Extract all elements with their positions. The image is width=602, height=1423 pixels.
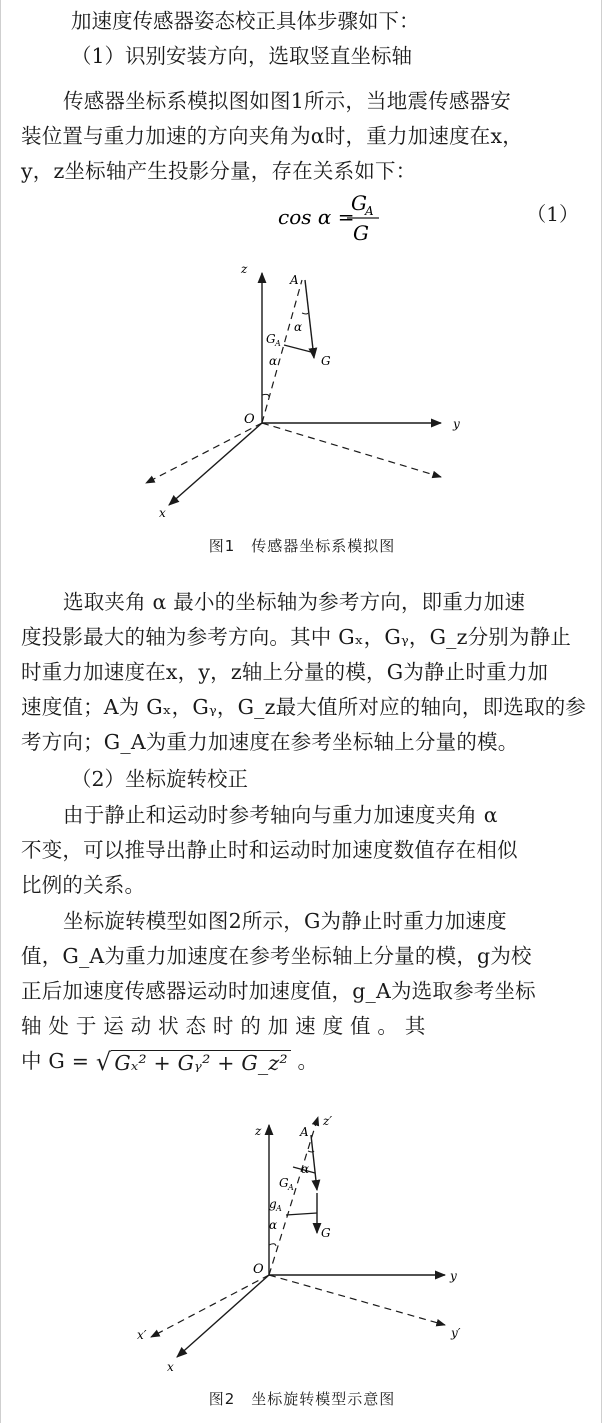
label-GA-sub: A (275, 339, 281, 348)
figure-1-diagram (1, 255, 602, 525)
label-A: A (300, 1125, 309, 1139)
paragraph-2 (21, 585, 587, 760)
angle-arc-1 (269, 1244, 276, 1246)
label-G: G (321, 1226, 331, 1240)
text-line: 考方向；G_A为重力加速度在参考坐标轴上分量的模。 (21, 730, 519, 754)
intro-heading: 加速度传感器姿态校正具体步骤如下： (71, 9, 420, 33)
text-line: 由于静止和运动时参考轴向与重力加速度夹角 α (63, 803, 498, 827)
label-y-prime: y′ (451, 1326, 461, 1340)
sqrt-sign: √ (95, 1047, 112, 1076)
label-A: A (290, 273, 299, 287)
equation-numerator: G (351, 191, 367, 215)
label-y: y (453, 417, 460, 431)
label-G: G (321, 354, 331, 368)
text-line: 坐标旋转模型如图2所示，G为静止时重力加速度 (63, 909, 507, 933)
figure-1-caption: 图1 传感器坐标系模拟图 (208, 537, 396, 555)
label-x: x (159, 506, 166, 520)
label-GA-sub: A (288, 1183, 294, 1192)
text-line: 速度值；A为 Gₓ，Gᵧ，G_z最大值所对应的轴向，即选取的参 (21, 695, 587, 719)
text-line: 比例的关系。 (21, 873, 146, 897)
text-line: 装位置与重力加速的方向夹角为α时，重力加速度在x， (21, 124, 523, 148)
sqrt-radicand: Gₓ² + Gᵧ² + G_z² (111, 1050, 290, 1075)
reference-axis-A (262, 280, 302, 423)
label-O: O (253, 1262, 264, 1277)
label-gA: g (269, 1197, 277, 1211)
label-alpha-2: α (301, 1162, 310, 1176)
G-vector (305, 280, 314, 358)
text-line: 值，G_A为重力加速度在参考坐标轴上分量的模，g为校 (21, 944, 532, 968)
equation-numerator-sub: A (365, 204, 374, 218)
text-line-with-formula (21, 1044, 583, 1081)
label-gA-sub: A (276, 1204, 282, 1213)
text-line: y，z坐标轴产生投影分量，存在关系如下： (21, 159, 417, 183)
label-GA: G (279, 1176, 289, 1190)
step2-title: （2）坐标旋转校正 (71, 767, 249, 791)
G-vector-upper (311, 1135, 317, 1190)
text-line: 传感器坐标系模拟图如图1所示，当地震传感器安 (63, 89, 511, 113)
rotated-y-axis (262, 423, 441, 477)
formula-prefix: 中 G = (21, 1049, 90, 1073)
text-line: 正后加速度传感器运动时加速度值，g_A为选取参考坐标 (21, 979, 536, 1003)
label-alpha-1: α (269, 1218, 278, 1232)
angle-arc-2 (302, 313, 308, 314)
label-x: x (167, 1360, 174, 1374)
gA-projection (286, 1213, 317, 1215)
label-y: y (450, 1269, 457, 1283)
rotated-z-axis (269, 1117, 318, 1275)
equation-1 (1, 190, 602, 250)
angle-arc-1 (262, 394, 269, 397)
paragraph-4 (21, 904, 583, 1081)
figure-2-caption: 图2 坐标旋转模型示意图 (208, 1390, 396, 1408)
equation-denominator: G (353, 221, 369, 245)
text-line: 时重力加速度在x，y，z轴上分量的模，G为静止时重力加 (21, 660, 549, 684)
text-line: 选取夹角 α 最小的坐标轴为参考方向，即重力加速 (63, 590, 526, 614)
text-line: 度投影最大的轴为参考方向。其中 Gₓ，Gᵧ，G_z分别为静止 (21, 625, 572, 649)
label-z: z (241, 262, 248, 276)
label-z-prime: z′ (323, 1114, 333, 1128)
equation-number: （1） (526, 202, 579, 226)
equation-lhs: cos α = (278, 205, 355, 229)
figure-2-diagram (1, 1105, 602, 1380)
label-z: z (255, 1124, 262, 1138)
label-alpha-1: α (269, 354, 278, 368)
paragraph-3 (21, 798, 583, 903)
sqrt-formula (96, 1045, 291, 1081)
GA-projection (284, 345, 311, 352)
formula-suffix: 。 (297, 1049, 319, 1073)
label-alpha-2: α (294, 320, 303, 334)
text-line: 不变，可以推导出静止时和运动时加速度数值存在相似 (21, 838, 518, 862)
label-x-prime: x′ (137, 1328, 147, 1342)
step1-title: （1）识别安装方向，选取竖直坐标轴 (71, 44, 413, 68)
text-line: 轴 处 于 运 动 状 态 时 的 加 速 度 值 。 其 (21, 1014, 426, 1038)
paragraph-1 (21, 84, 583, 189)
rotated-y-axis (269, 1275, 445, 1325)
label-GA: G (266, 332, 276, 346)
label-O: O (244, 412, 255, 427)
